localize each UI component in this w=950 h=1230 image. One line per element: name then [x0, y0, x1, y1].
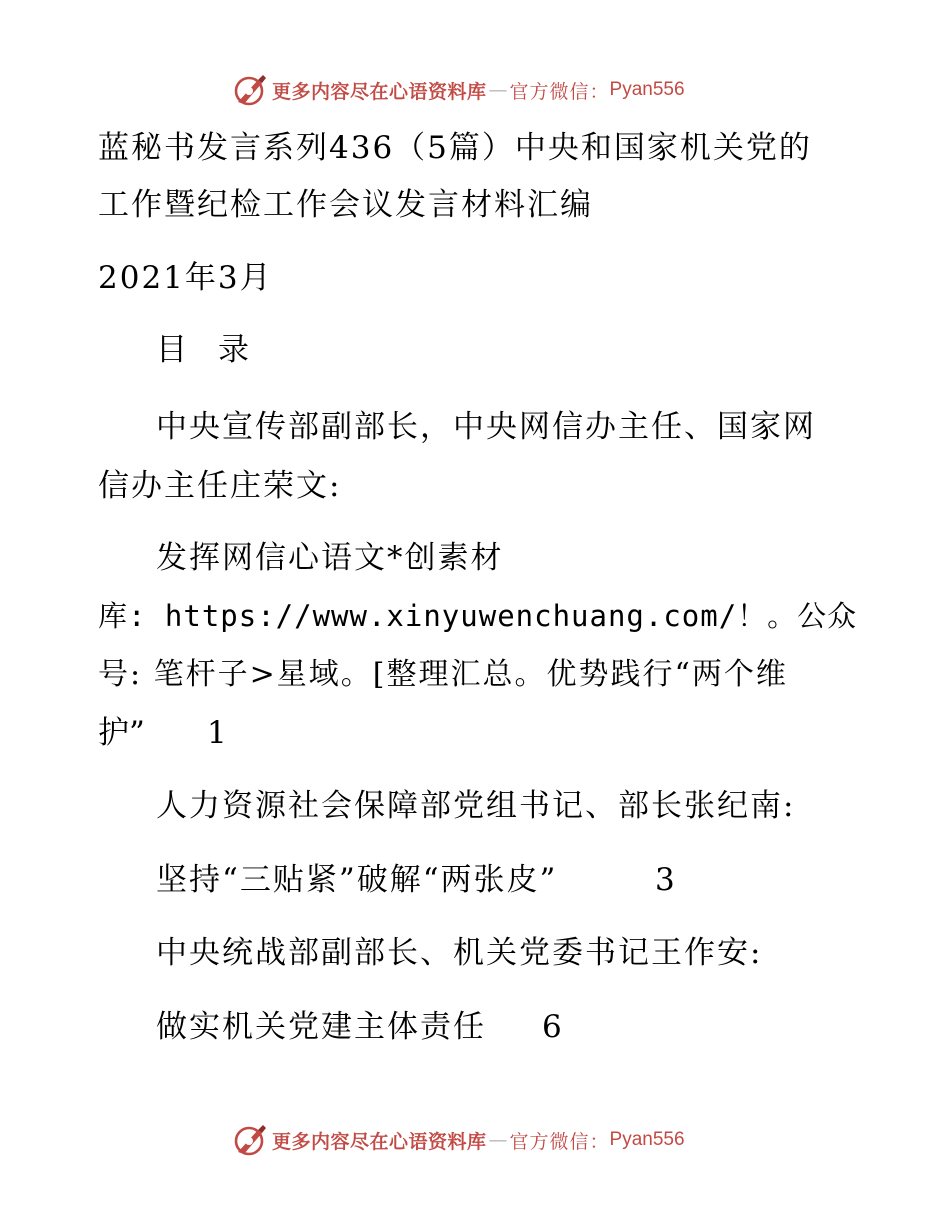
toc-entry-1-title-line-2: 库: https://www.xinyuwenchuang.com/！。公众 — [98, 599, 858, 633]
watermark-dash: — — [488, 79, 508, 101]
toc-entry-3-page-number: 6 — [542, 1009, 562, 1045]
toc-entry-3-title: 做实机关党建主体责任 — [156, 1009, 486, 1045]
toc-entry-2-page-number: 3 — [655, 862, 675, 898]
watermark-banner-top — [232, 70, 685, 110]
watermark-wechat-id: Pyan556 — [609, 1129, 685, 1150]
document-title-line-1: 蓝秘书发言系列436（5篇）中央和国家机关党的 — [98, 130, 812, 166]
toc-entry-1-speaker-line-2: 信办主任庄荣文: — [98, 468, 342, 504]
toc-entry-2-speaker: 人力资源社会保障部党组书记、部长张纪南: — [156, 788, 796, 824]
toc-entry-2-title: 坚持“三贴紧”破解“两张皮” — [156, 862, 558, 898]
toc-entry-1-title-line-4: 护” — [98, 715, 145, 751]
pen-logo-icon — [232, 72, 268, 108]
toc-entry-3-speaker: 中央统战部副部长、机关党委书记王作安: — [156, 935, 763, 971]
toc-entry-1-title-line-1: 发挥网信心语文*创素材 — [156, 540, 504, 576]
watermark-dash: — — [488, 1129, 508, 1151]
watermark-banner-bottom — [232, 1120, 685, 1160]
pen-logo-icon — [232, 1122, 268, 1158]
document-date: 2021年3月 — [98, 260, 273, 296]
watermark-sub-text: 官方微信： — [509, 80, 610, 103]
toc-heading: 目 录 — [156, 332, 249, 368]
document-title-line-2: 工作暨纪检工作会议发言材料汇编 — [98, 187, 593, 223]
watermark-main-text: 更多内容尽在心语资料库 — [272, 1130, 487, 1153]
watermark-main-text: 更多内容尽在心语资料库 — [272, 80, 487, 103]
toc-entry-1-speaker-line-1: 中央宣传部副部长，中央网信办主任、国家网 — [156, 409, 816, 445]
toc-entry-1-page-number: 1 — [207, 715, 227, 751]
toc-entry-1-title-line-3: 号: 笔杆子>星域。[整理汇总。优势践行“两个维 — [98, 657, 788, 692]
watermark-sub-text: 官方微信： — [509, 1130, 610, 1153]
watermark-wechat-id: Pyan556 — [609, 79, 685, 100]
